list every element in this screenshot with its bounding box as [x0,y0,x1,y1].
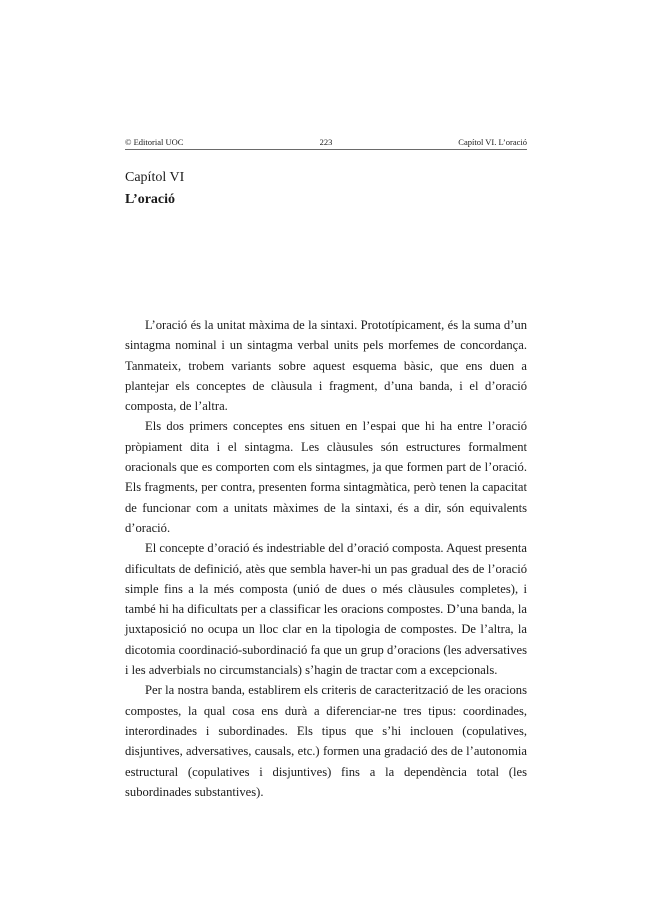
chapter-title: L’oració [125,192,176,207]
page-number: 223 [319,137,333,147]
paragraph: El concepte d’oració és indestriable del d’oració composta. Aquest presenta dificultats de definició, atès que sembla haver-hi un pas gradual des de l’oració simple fins a la més composta (unió de dues o més clàusules completes), i també hi ha dificultats per a classificar les oracions compostes. D’una banda, la juxtaposició no ocupa un lloc clar en la tipologia de compostes. De l’altra, la dicotomia coordinació-subordinació fa que un grup d’oracions (les adversatives i les adverbials no circumstancials) s’hagin de tractar com a excepcionals. [125,541,527,678]
chapter-label: Capítol VI [125,170,185,185]
publisher-label: © Editorial UOC [125,137,184,147]
running-header [125,137,527,150]
paragraph: Per la nostra banda, establirem els criteris de caracterització de les oracions compostes, la qual cosa ens durà a diferenciar-ne tres tipus: coordinades, interordinades i subordinades. Els tipus que s’hi inclouen (copulatives, disjuntives, adversatives, causals, etc.) formen una gradació des de l’autonomia estructural (copulatives i disjuntives) fins a la dependència total (les subordinades substantives). [125,683,527,799]
paragraph: L’oració és la unitat màxima de la sintaxi. Prototípicament, és la suma d’un sintagma nominal i un sintagma verbal units pels morfemes de concordança. Tanmateix, trobem variants sobre aquest esquema bàsic, que ens duen a plantejar els conceptes de clàusula i fragment, d’una banda, i el d’oració composta, de l’altra. [125,318,527,414]
body-text [125,315,527,802]
running-chapter-title: Capítol VI. L’oració [458,137,527,147]
paragraph: Els dos primers conceptes ens situen en l’espai que hi ha entre l’oració pròpiament dita i el sintagma. Les clàusules són estructures formalment oracionals que es comporten com els sintagmes, ja que formen part de l’oració. Els fragments, per contra, presenten forma sintagmàtica, però tenen la capacitat de funcionar com a unitats màximes de la sintaxi, és a dir, són equivalents d’oració. [125,419,527,535]
